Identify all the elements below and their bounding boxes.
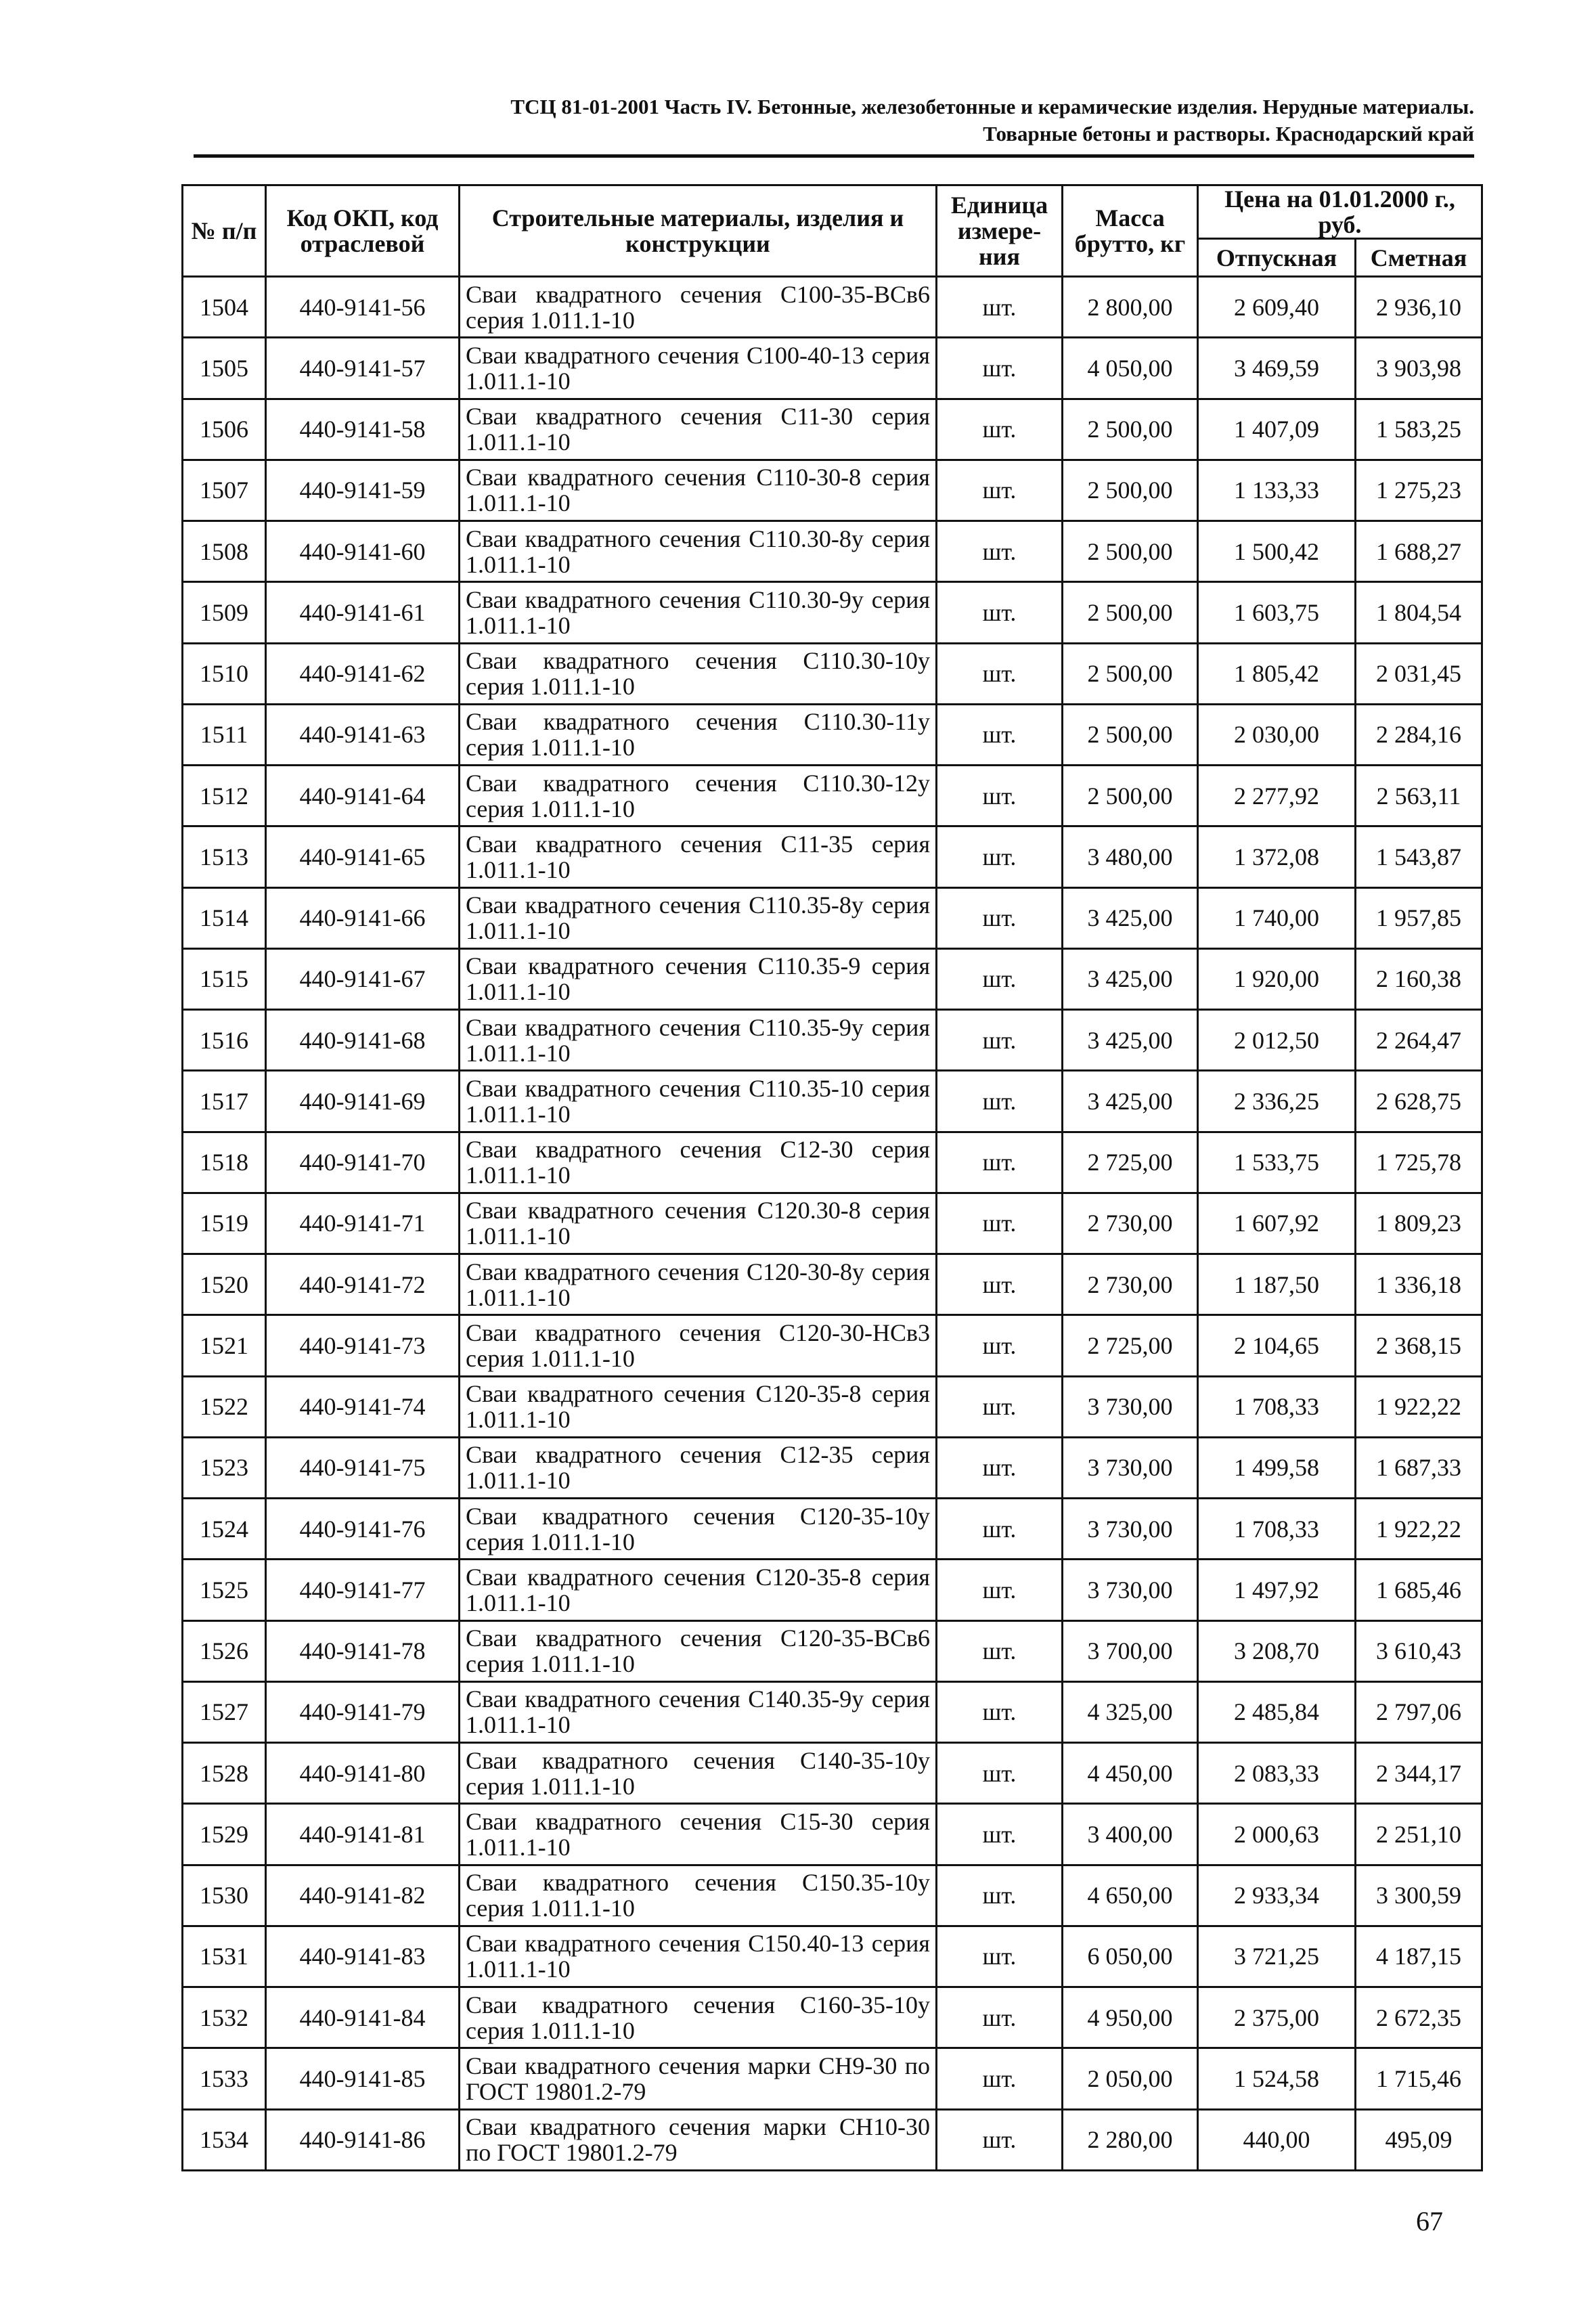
- cell-num: 1532: [183, 1987, 266, 2048]
- cell-num: 1529: [183, 1804, 266, 1865]
- cell-num: 1518: [183, 1132, 266, 1193]
- cell-price1: 1 499,58: [1198, 1437, 1356, 1498]
- table-row: [183, 1132, 1482, 1193]
- cell-price1: 1 407,09: [1198, 399, 1356, 460]
- cell-price2: 1 687,33: [1356, 1437, 1482, 1498]
- cell-desc: Сваи квадратного сечения С11-35 серия 1.011.1-10: [460, 826, 937, 887]
- cell-unit: шт.: [937, 1376, 1063, 1437]
- cell-unit: шт.: [937, 826, 1063, 887]
- cell-unit: шт.: [937, 1315, 1063, 1376]
- cell-desc: Сваи квадратного сечения С15-30 серия 1.011.1-10: [460, 1804, 937, 1865]
- cell-num: 1516: [183, 1010, 266, 1071]
- cell-price2: 3 610,43: [1356, 1620, 1482, 1681]
- cell-desc: Сваи квадратного сечения С12-30 серия 1.011.1-10: [460, 1132, 937, 1193]
- cell-unit: шт.: [937, 1132, 1063, 1193]
- cell-unit: шт.: [937, 399, 1063, 460]
- cell-price2: 1 725,78: [1356, 1132, 1482, 1193]
- table-row: [183, 1071, 1482, 1132]
- table-row: [183, 582, 1482, 643]
- cell-unit: шт.: [937, 582, 1063, 643]
- header-line-1: ТСЦ 81-01-2001 Часть IV. Бетонные, железобетонные и керамические изделия. Нерудные материалы.: [510, 95, 1474, 118]
- cell-mass: 3 400,00: [1063, 1804, 1198, 1865]
- cell-num: 1520: [183, 1254, 266, 1315]
- table-row: [183, 887, 1482, 948]
- cell-mass: 2 730,00: [1063, 1254, 1198, 1315]
- cell-price1: 2 030,00: [1198, 704, 1356, 765]
- cell-price1: 3 469,59: [1198, 338, 1356, 399]
- cell-price2: 1 922,22: [1356, 1376, 1482, 1437]
- cell-num: 1523: [183, 1437, 266, 1498]
- table-row: [183, 1620, 1482, 1681]
- cell-code: 440-9141-62: [266, 643, 460, 704]
- cell-desc: Сваи квадратного сечения С11-30 серия 1.011.1-10: [460, 399, 937, 460]
- table-row: [183, 521, 1482, 582]
- cell-price1: 2 083,33: [1198, 1743, 1356, 1804]
- table-row: [183, 1376, 1482, 1437]
- cell-mass: 3 425,00: [1063, 948, 1198, 1009]
- cell-code: 440-9141-72: [266, 1254, 460, 1315]
- col-header-code: Код ОКП, код отраслевой: [266, 185, 460, 277]
- cell-desc: Сваи квадратного сечения С110-30-8 серия 1.011.1-10: [460, 460, 937, 521]
- cell-desc: Сваи квадратного сечения марки СН10-30 по ГОСТ 19801.2-79: [460, 2109, 937, 2171]
- table-row: [183, 1193, 1482, 1254]
- cell-unit: шт.: [937, 1010, 1063, 1071]
- table-row: [183, 460, 1482, 521]
- cell-mass: 2 050,00: [1063, 2048, 1198, 2109]
- cell-unit: шт.: [937, 1560, 1063, 1620]
- col-header-price-release: Отпускная: [1198, 239, 1356, 277]
- cell-price2: 2 563,11: [1356, 766, 1482, 826]
- table-row: [183, 2109, 1482, 2171]
- cell-unit: шт.: [937, 1071, 1063, 1132]
- cell-num: 1509: [183, 582, 266, 643]
- cell-unit: шт.: [937, 1254, 1063, 1315]
- cell-mass: 4 950,00: [1063, 1987, 1198, 2048]
- cell-price1: 2 012,50: [1198, 1010, 1356, 1071]
- cell-code: 440-9141-82: [266, 1865, 460, 1926]
- document-header: [194, 93, 1474, 148]
- cell-mass: 4 450,00: [1063, 1743, 1198, 1804]
- cell-price1: 1 187,50: [1198, 1254, 1356, 1315]
- cell-mass: 3 425,00: [1063, 1071, 1198, 1132]
- table-row: [183, 948, 1482, 1009]
- cell-mass: 2 725,00: [1063, 1315, 1198, 1376]
- col-header-price-estimate: Сметная: [1356, 239, 1482, 277]
- table-row: [183, 1865, 1482, 1926]
- cell-num: 1512: [183, 766, 266, 826]
- cell-price2: 2 672,35: [1356, 1987, 1482, 2048]
- cell-desc: Сваи квадратного сечения С120-30-8у серия 1.011.1-10: [460, 1254, 937, 1315]
- cell-price1: 1 708,33: [1198, 1376, 1356, 1437]
- cell-price1: 1 603,75: [1198, 582, 1356, 643]
- cell-price2: 4 187,15: [1356, 1926, 1482, 1987]
- cell-code: 440-9141-76: [266, 1499, 460, 1560]
- cell-code: 440-9141-77: [266, 1560, 460, 1620]
- cell-mass: 3 730,00: [1063, 1560, 1198, 1620]
- cell-num: 1511: [183, 704, 266, 765]
- cell-price2: 1 804,54: [1356, 582, 1482, 643]
- cell-price1: 2 336,25: [1198, 1071, 1356, 1132]
- cell-price2: 1 957,85: [1356, 887, 1482, 948]
- cell-desc: Сваи квадратного сечения С110.30-11у серия 1.011.1-10: [460, 704, 937, 765]
- cell-unit: шт.: [937, 766, 1063, 826]
- cell-price2: 1 809,23: [1356, 1193, 1482, 1254]
- cell-price2: 495,09: [1356, 2109, 1482, 2171]
- cell-num: 1510: [183, 643, 266, 704]
- cell-num: 1507: [183, 460, 266, 521]
- cell-num: 1513: [183, 826, 266, 887]
- cell-unit: шт.: [937, 704, 1063, 765]
- cell-desc: Сваи квадратного сечения С120-35-8 серия 1.011.1-10: [460, 1560, 937, 1620]
- cell-code: 440-9141-78: [266, 1620, 460, 1681]
- table-row: [183, 1743, 1482, 1804]
- cell-price1: 1 607,92: [1198, 1193, 1356, 1254]
- cell-price2: 1 336,18: [1356, 1254, 1482, 1315]
- cell-price1: 440,00: [1198, 2109, 1356, 2171]
- cell-code: 440-9141-63: [266, 704, 460, 765]
- cell-code: 440-9141-70: [266, 1132, 460, 1193]
- cell-code: 440-9141-85: [266, 2048, 460, 2109]
- cell-mass: 2 500,00: [1063, 460, 1198, 521]
- table-row: [183, 2048, 1482, 2109]
- cell-code: 440-9141-69: [266, 1071, 460, 1132]
- cell-unit: шт.: [937, 521, 1063, 582]
- cell-price1: 1 133,33: [1198, 460, 1356, 521]
- cell-price1: 1 372,08: [1198, 826, 1356, 887]
- cell-unit: шт.: [937, 460, 1063, 521]
- cell-price1: 1 497,92: [1198, 1560, 1356, 1620]
- table-row: [183, 1804, 1482, 1865]
- cell-desc: Сваи квадратного сечения С160-35-10у серия 1.011.1-10: [460, 1987, 937, 2048]
- cell-price2: 2 251,10: [1356, 1804, 1482, 1865]
- cell-code: 440-9141-64: [266, 766, 460, 826]
- cell-unit: шт.: [937, 643, 1063, 704]
- cell-unit: шт.: [937, 277, 1063, 338]
- cell-price2: 1 688,27: [1356, 521, 1482, 582]
- cell-mass: 6 050,00: [1063, 1926, 1198, 1987]
- table-body: [183, 277, 1482, 2171]
- col-header-unit: Единица измере-ния: [937, 185, 1063, 277]
- cell-price1: 1 920,00: [1198, 948, 1356, 1009]
- cell-num: 1508: [183, 521, 266, 582]
- table-row: [183, 1315, 1482, 1376]
- header-rule: [194, 154, 1474, 158]
- cell-code: 440-9141-56: [266, 277, 460, 338]
- cell-unit: шт.: [937, 1620, 1063, 1681]
- table-row: [183, 1499, 1482, 1560]
- cell-desc: Сваи квадратного сечения С110.30-12у серия 1.011.1-10: [460, 766, 937, 826]
- cell-code: 440-9141-86: [266, 2109, 460, 2171]
- cell-code: 440-9141-71: [266, 1193, 460, 1254]
- cell-price1: 2 933,34: [1198, 1865, 1356, 1926]
- cell-price2: 1 922,22: [1356, 1499, 1482, 1560]
- cell-mass: 2 500,00: [1063, 766, 1198, 826]
- cell-unit: шт.: [937, 338, 1063, 399]
- cell-desc: Сваи квадратного сечения С110.35-9у серия 1.011.1-10: [460, 1010, 937, 1071]
- table-row: [183, 277, 1482, 338]
- cell-num: 1526: [183, 1620, 266, 1681]
- table-row: [183, 766, 1482, 826]
- cell-code: 440-9141-80: [266, 1743, 460, 1804]
- cell-desc: Сваи квадратного сечения С140-35-10у серия 1.011.1-10: [460, 1743, 937, 1804]
- cell-num: 1506: [183, 399, 266, 460]
- cell-price2: 2 284,16: [1356, 704, 1482, 765]
- cell-code: 440-9141-67: [266, 948, 460, 1009]
- cell-price1: 3 208,70: [1198, 1620, 1356, 1681]
- cell-desc: Сваи квадратного сечения С100-35-ВСв6 серия 1.011.1-10: [460, 277, 937, 338]
- cell-price1: 2 277,92: [1198, 766, 1356, 826]
- cell-mass: 4 050,00: [1063, 338, 1198, 399]
- cell-code: 440-9141-59: [266, 460, 460, 521]
- cell-mass: 2 500,00: [1063, 582, 1198, 643]
- cell-desc: Сваи квадратного сечения С120-35-8 серия 1.011.1-10: [460, 1376, 937, 1437]
- cell-price1: 1 708,33: [1198, 1499, 1356, 1560]
- cell-num: 1524: [183, 1499, 266, 1560]
- cell-mass: 2 730,00: [1063, 1193, 1198, 1254]
- table-row: [183, 704, 1482, 765]
- cell-price2: 2 344,17: [1356, 1743, 1482, 1804]
- cell-price1: 1 740,00: [1198, 887, 1356, 948]
- cell-desc: Сваи квадратного сечения С12-35 серия 1.011.1-10: [460, 1437, 937, 1498]
- cell-desc: Сваи квадратного сечения С100-40-13 серия 1.011.1-10: [460, 338, 937, 399]
- cell-unit: шт.: [937, 1865, 1063, 1926]
- cell-code: 440-9141-79: [266, 1681, 460, 1742]
- cell-unit: шт.: [937, 1193, 1063, 1254]
- cell-mass: 3 425,00: [1063, 1010, 1198, 1071]
- cell-mass: 2 800,00: [1063, 277, 1198, 338]
- cell-price1: 1 805,42: [1198, 643, 1356, 704]
- cell-unit: шт.: [937, 2109, 1063, 2171]
- cell-desc: Сваи квадратного сечения С110.35-8у серия 1.011.1-10: [460, 887, 937, 948]
- cell-num: 1528: [183, 1743, 266, 1804]
- cell-price2: 2 936,10: [1356, 277, 1482, 338]
- cell-code: 440-9141-83: [266, 1926, 460, 1987]
- cell-desc: Сваи квадратного сечения С110.30-9у серия 1.011.1-10: [460, 582, 937, 643]
- table-row: [183, 1681, 1482, 1742]
- cell-desc: Сваи квадратного сечения С110.35-10 серия 1.011.1-10: [460, 1071, 937, 1132]
- cell-num: 1504: [183, 277, 266, 338]
- cell-desc: Сваи квадратного сечения С110.35-9 серия 1.011.1-10: [460, 948, 937, 1009]
- cell-num: 1527: [183, 1681, 266, 1742]
- cell-mass: 4 325,00: [1063, 1681, 1198, 1742]
- table-row: [183, 1926, 1482, 1987]
- cell-price1: 1 500,42: [1198, 521, 1356, 582]
- cell-num: 1519: [183, 1193, 266, 1254]
- cell-num: 1534: [183, 2109, 266, 2171]
- cell-num: 1515: [183, 948, 266, 1009]
- cell-code: 440-9141-58: [266, 399, 460, 460]
- cell-num: 1525: [183, 1560, 266, 1620]
- cell-num: 1505: [183, 338, 266, 399]
- header-line-2: Товарные бетоны и растворы. Краснодарский край: [983, 122, 1474, 146]
- table-row: [183, 643, 1482, 704]
- col-header-price-group: Цена на 01.01.2000 г., руб.: [1198, 185, 1482, 239]
- cell-mass: 4 650,00: [1063, 1865, 1198, 1926]
- cell-num: 1531: [183, 1926, 266, 1987]
- cell-price1: 1 533,75: [1198, 1132, 1356, 1193]
- cell-code: 440-9141-66: [266, 887, 460, 948]
- cell-desc: Сваи квадратного сечения С120-35-ВСв6 серия 1.011.1-10: [460, 1620, 937, 1681]
- cell-code: 440-9141-60: [266, 521, 460, 582]
- cell-unit: шт.: [937, 1499, 1063, 1560]
- cell-desc: Сваи квадратного сечения С140.35-9у серия 1.011.1-10: [460, 1681, 937, 1742]
- cell-price2: 2 628,75: [1356, 1071, 1482, 1132]
- table-row: [183, 338, 1482, 399]
- cell-mass: 2 725,00: [1063, 1132, 1198, 1193]
- cell-unit: шт.: [937, 1926, 1063, 1987]
- cell-num: 1522: [183, 1376, 266, 1437]
- cell-price1: 3 721,25: [1198, 1926, 1356, 1987]
- table-row: [183, 1987, 1482, 2048]
- cell-code: 440-9141-73: [266, 1315, 460, 1376]
- cell-num: 1533: [183, 2048, 266, 2109]
- cell-unit: шт.: [937, 948, 1063, 1009]
- cell-desc: Сваи квадратного сечения С150.40-13 серия 1.011.1-10: [460, 1926, 937, 1987]
- cell-desc: Сваи квадратного сечения марки СН9-30 по ГОСТ 19801.2-79: [460, 2048, 937, 2109]
- cell-price2: 2 368,15: [1356, 1315, 1482, 1376]
- col-header-num: № п/п: [183, 185, 266, 277]
- cell-unit: шт.: [937, 1743, 1063, 1804]
- cell-unit: шт.: [937, 887, 1063, 948]
- cell-price1: 2 104,65: [1198, 1315, 1356, 1376]
- cell-mass: 3 480,00: [1063, 826, 1198, 887]
- cell-mass: 3 425,00: [1063, 887, 1198, 948]
- table-row: [183, 826, 1482, 887]
- col-header-mass: Масса брутто, кг: [1063, 185, 1198, 277]
- cell-mass: 3 730,00: [1063, 1376, 1198, 1437]
- cell-num: 1530: [183, 1865, 266, 1926]
- cell-price2: 3 903,98: [1356, 338, 1482, 399]
- cell-code: 440-9141-57: [266, 338, 460, 399]
- cell-price1: 2 609,40: [1198, 277, 1356, 338]
- cell-code: 440-9141-68: [266, 1010, 460, 1071]
- cell-code: 440-9141-74: [266, 1376, 460, 1437]
- cell-desc: Сваи квадратного сечения С110.30-8у серия 1.011.1-10: [460, 521, 937, 582]
- cell-unit: шт.: [937, 1437, 1063, 1498]
- cell-price1: 2 485,84: [1198, 1681, 1356, 1742]
- cell-unit: шт.: [937, 2048, 1063, 2109]
- cell-mass: 2 500,00: [1063, 643, 1198, 704]
- cell-mass: 3 730,00: [1063, 1499, 1198, 1560]
- cell-price2: 1 543,87: [1356, 826, 1482, 887]
- cell-num: 1521: [183, 1315, 266, 1376]
- cell-price2: 2 797,06: [1356, 1681, 1482, 1742]
- cell-price2: 1 275,23: [1356, 460, 1482, 521]
- cell-mass: 2 500,00: [1063, 704, 1198, 765]
- cell-num: 1517: [183, 1071, 266, 1132]
- cell-desc: Сваи квадратного сечения С120-35-10у серия 1.011.1-10: [460, 1499, 937, 1560]
- table-row: [183, 1254, 1482, 1315]
- cell-mass: 2 280,00: [1063, 2109, 1198, 2171]
- cell-price2: 2 031,45: [1356, 643, 1482, 704]
- price-table: [181, 184, 1483, 2171]
- cell-desc: Сваи квадратного сечения С120.30-8 серия 1.011.1-10: [460, 1193, 937, 1254]
- cell-code: 440-9141-84: [266, 1987, 460, 2048]
- cell-price1: 2 000,63: [1198, 1804, 1356, 1865]
- cell-price2: 1 715,46: [1356, 2048, 1482, 2109]
- cell-price1: 2 375,00: [1198, 1987, 1356, 2048]
- cell-price2: 1 583,25: [1356, 399, 1482, 460]
- table-row: [183, 1437, 1482, 1498]
- cell-unit: шт.: [937, 1681, 1063, 1742]
- cell-mass: 3 700,00: [1063, 1620, 1198, 1681]
- cell-unit: шт.: [937, 1804, 1063, 1865]
- cell-price2: 3 300,59: [1356, 1865, 1482, 1926]
- cell-mass: 2 500,00: [1063, 399, 1198, 460]
- cell-unit: шт.: [937, 1987, 1063, 2048]
- page-number: 67: [1416, 2206, 1443, 2236]
- cell-price1: 1 524,58: [1198, 2048, 1356, 2109]
- cell-code: 440-9141-65: [266, 826, 460, 887]
- cell-num: 1514: [183, 887, 266, 948]
- cell-price2: 1 685,46: [1356, 1560, 1482, 1620]
- cell-price2: 2 264,47: [1356, 1010, 1482, 1071]
- cell-desc: Сваи квадратного сечения С120-30-НСв3 серия 1.011.1-10: [460, 1315, 937, 1376]
- table-row: [183, 1560, 1482, 1620]
- table-row: [183, 399, 1482, 460]
- cell-price2: 2 160,38: [1356, 948, 1482, 1009]
- cell-code: 440-9141-75: [266, 1437, 460, 1498]
- col-header-desc: Строительные материалы, изделия и конструкции: [460, 185, 937, 277]
- cell-code: 440-9141-61: [266, 582, 460, 643]
- cell-mass: 2 500,00: [1063, 521, 1198, 582]
- cell-desc: Сваи квадратного сечения С150.35-10у серия 1.011.1-10: [460, 1865, 937, 1926]
- cell-code: 440-9141-81: [266, 1804, 460, 1865]
- cell-mass: 3 730,00: [1063, 1437, 1198, 1498]
- cell-desc: Сваи квадратного сечения С110.30-10у серия 1.011.1-10: [460, 643, 937, 704]
- table-row: [183, 1010, 1482, 1071]
